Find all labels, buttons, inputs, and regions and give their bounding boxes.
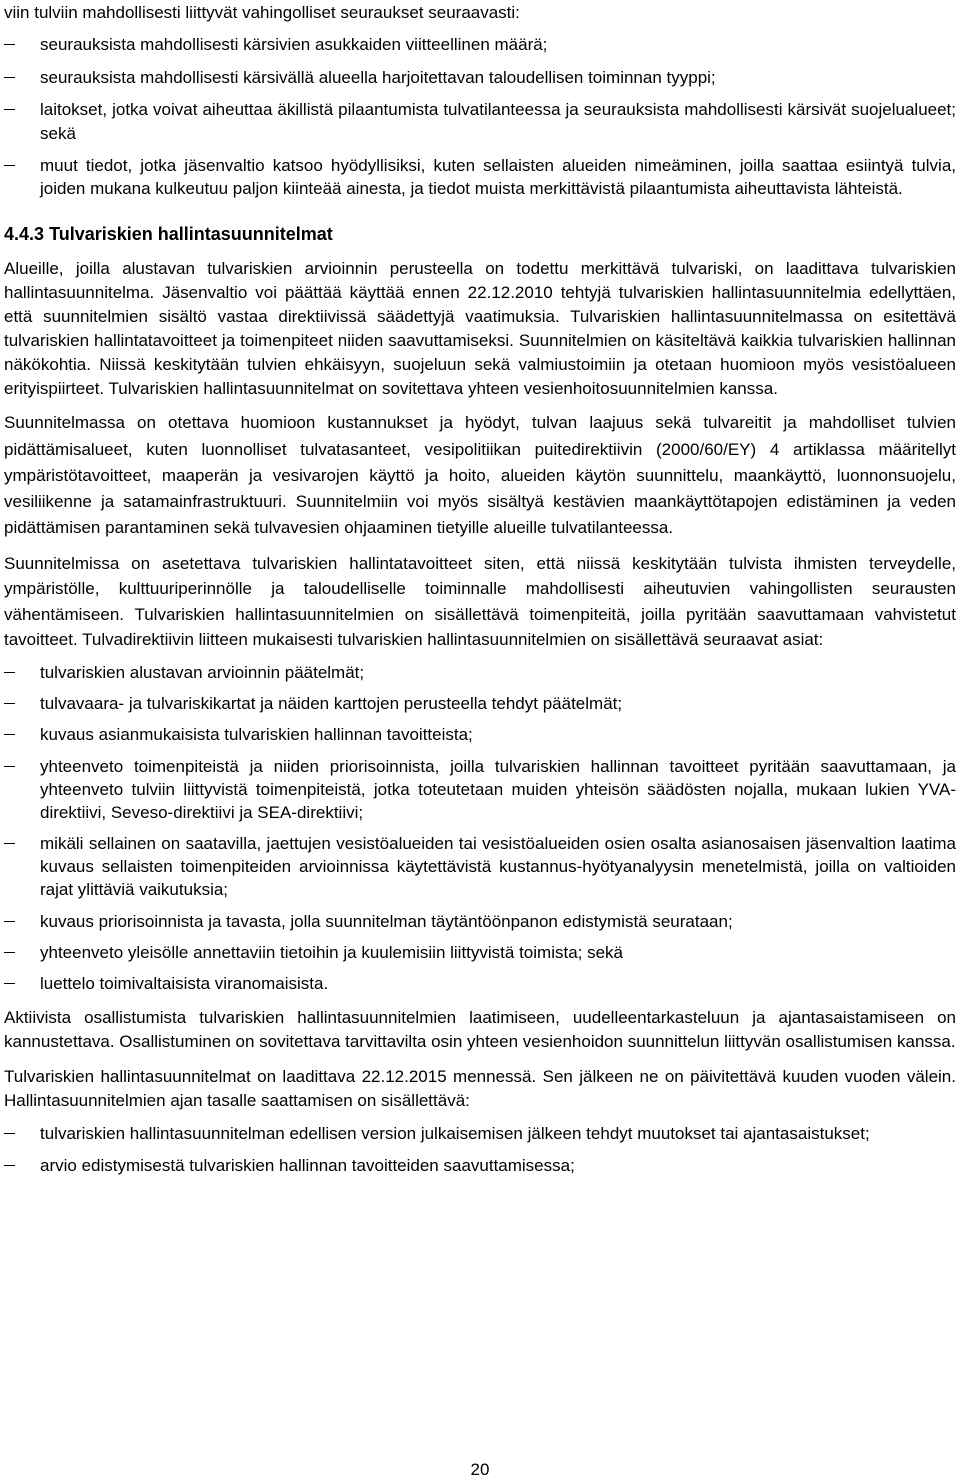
list-item: tulvariskien hallintasuunnitelman edellisen version julkaisemisen jälkeen tehdyt muutokset tai ajantasaistukset; (4, 1122, 956, 1145)
list-item: tulvariskien alustavan arvioinnin päätelmät; (4, 661, 956, 684)
section-title: Tulvariskien hallintasuunnitelmat (49, 224, 333, 245)
section-number: 4.4.3 (4, 224, 45, 245)
list-item: yhteenveto toimenpiteistä ja niiden priorisoinnista, joilla tulvariskien hallinnan tavoitteet pyritään saavuttamaan, ja yhteenveto tulviin liittyvistä toimenpiteistä, jotka toteutetaan muiden yhteisön säädösten nojalla, mukaan lukien YVA-direktiivi, Seveso-direktiivi ja SEA-direktiivi; (4, 755, 956, 824)
list-item: seurauksista mahdollisesti kärsivällä alueella harjoitettavan taloudellisen toiminnan tyyppi; (4, 66, 956, 89)
intro-text: viin tulviin mahdollisesti liittyvät vahingolliset seuraukset seuraavasti: (4, 3, 520, 22)
paragraph: Suunnitelmissa on asetettava tulvariskien hallintatavoitteet siten, että niissä keskitytään tulvista ihmisten terveydelle, ympäristölle, kulttuuriperinnölle ja taloudelliselle toiminnalle mahdollisesti aiheutuvien vahingollisten seurausten vähentämiseen. Tulvariskien hallintasuunnitelmien on sisällettävä toimenpiteitä, joilla pyritään saavuttamaan vahvistetut tavoitteet. Tulvadirektiivin liitteen mukaisesti tulvariskien hallintasuunnitelmien on sisällettävä seuraavat asiat: (4, 553, 956, 650)
list-item: kuvaus priorisoinnista ja tavasta, jolla suunnitelman täytäntöönpanon edistymistä seurataan; (4, 910, 956, 933)
consequences-list (4, 33, 956, 200)
list-item: tulvavaara- ja tulvariskikartat ja näiden karttojen perusteella tehdyt päätelmät; (4, 692, 956, 715)
section-heading (4, 223, 956, 246)
page-number: 20 (470, 1460, 490, 1479)
paragraph: Tulvariskien hallintasuunnitelmat on laadittava 22.12.2015 mennessä. Sen jälkeen ne on päivitettävä kuuden vuoden välein. Hallintasuunnitelmien ajan tasalle saattamisen on sisällettävä: (4, 1067, 956, 1111)
list-item: arvio edistymisestä tulvariskien hallinnan tavoitteiden saavuttamisessa; (4, 1154, 956, 1177)
plan-contents-list (4, 661, 956, 995)
update-contents-list (4, 1122, 956, 1177)
list-item: kuvaus asianmukaisista tulvariskien hallinnan tavoitteista; (4, 723, 956, 746)
list-item: seurauksista mahdollisesti kärsivien asukkaiden viitteellinen määrä; (4, 33, 956, 56)
list-item: muut tiedot, jotka jäsenvaltio katsoo hyödyllisiksi, kuten sellaisten alueiden nimeäminen, joilla saattaa esiintyä tulvia, joiden mukana kulkeutuu paljon kiinteää ainesta, ja tiedot muista merkittävistä pilaantumista aiheuttavista lähteistä. (4, 154, 956, 200)
document-page (4, 0, 956, 1177)
paragraph: Alueille, joilla alustavan tulvariskien arvioinnin perusteella on todettu merkittävä tulvariski, on laadittava tulvariskien hallintasuunnitelma. Jäsenvaltio voi päättää käyttää ennen 22.12.2010 tehtyjä tulvariskien hallintasuunnitelmia edellyttäen, että suunnitelmien sisältö vastaa direktiivissä säädettyjä vaatimuksia. Tulvariskien hallintasuunnitelmassa on esitettävä tulvariskien hallintatavoitteet ja toimenpiteet niiden saavuttamiseksi. Suunnitelmien on käsiteltävä kaikkia tulvariskien hallinnan näkökohtia. Niissä keskitytään tulvien ehkäisyyn, suojeluun sekä valmiustoimiin ja otetaan huomioon myös vesistöalueen erityispiirteet. Tulvariskien hallintasuunnitelmat on sovitettava yhteen vesienhoitosuunnitelmien kanssa. (4, 259, 956, 399)
paragraph: Aktiivista osallistumista tulvariskien hallintasuunnitelmien laatimiseen, uudelleentarkasteluun ja ajantasaistamiseen on kannustettava. Osallistuminen on sovitettava tarvittavilta osin yhteen vesienhoidon suunnittelun liittyvän osallistumisen kanssa. (4, 1008, 956, 1052)
list-item: yhteenveto yleisölle annettaviin tietoihin ja kuulemisiin liittyvistä toimista; sekä (4, 941, 956, 964)
paragraph: Suunnitelmassa on otettava huomioon kustannukset ja hyödyt, tulvan laajuus sekä tulvareitit ja mahdolliset tulvien pidättämisalueet, kuten luonnolliset tulvatasanteet, vesipolitiikan puitedirektiivin (2000/60/EY) 4 artiklassa määritellyt ympäristötavoitteet, maaperän ja vesivarojen käyttö ja hoito, alueiden käytön suunnittelu, maankäyttö, luonnonsuojelu, vesiliikenne ja satamainfrastruktuuri. Suunnitelmiin voi myös sisältyä kestävien maankäyttötapojen edistäminen ja veden pidättämisen parantaminen sekä tulvavesien ohjaaminen tietyille alueille tulvatilanteessa. (4, 413, 956, 538)
list-item: mikäli sellainen on saatavilla, jaettujen vesistöalueiden tai vesistöalueiden osien osalta asianosaisen jäsenvaltion laatima kuvaus sellaisten toimenpiteiden arvioinnissa käytettävistä kustannus-hyötyanalyysin menetelmistä, joilla on valtioiden rajat ylittäviä vaikutuksia; (4, 832, 956, 901)
list-item: laitokset, jotka voivat aiheuttaa äkillistä pilaantumista tulvatilanteessa ja seurauksista mahdollisesti kärsivät suojelualueet; sekä (4, 98, 956, 144)
list-item: luettelo toimivaltaisista viranomaisista. (4, 972, 956, 995)
